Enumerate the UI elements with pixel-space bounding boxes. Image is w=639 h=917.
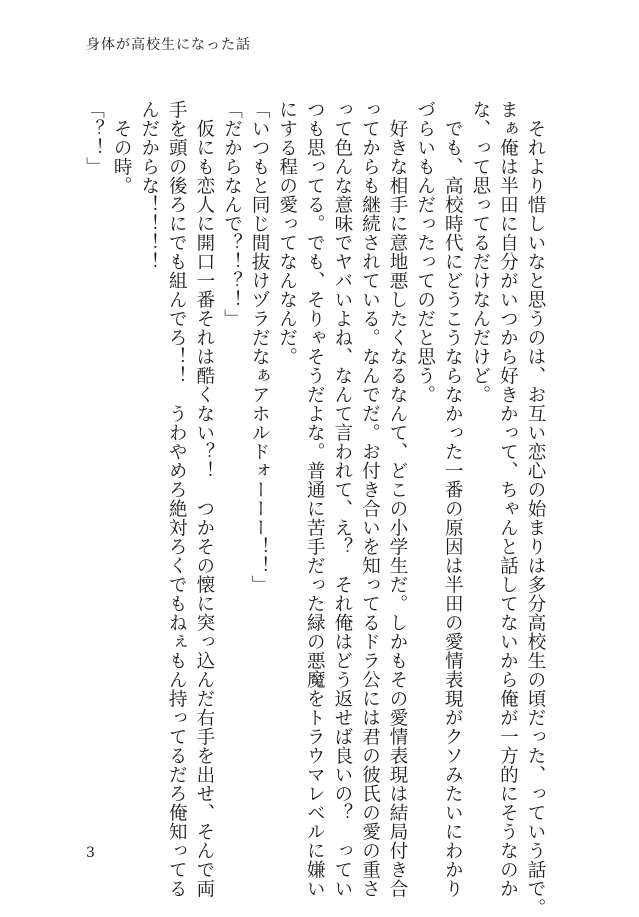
text-line: 「だからなんで？！？！」 <box>221 100 243 328</box>
text-line: んだからな！！！！ <box>138 100 160 271</box>
text-line: でも、高校時代にどうこうならなかった一番の原因は半田の愛情表現がクソみたいにわかり <box>442 100 464 898</box>
text-line: って色んな意味でヤバいよね、なんて言われて、え？ それ俺はどう返せば良いの？ ってい <box>331 100 353 898</box>
running-header-title: 身体が高校生になった話 <box>86 37 251 53</box>
text-line: な、って思ってるだけなんだけど。 <box>469 100 491 404</box>
text-line: 仮にも恋人に開口一番それは酷くない？！ つかその懐に突っ込んだ右手を出せ、そんで両 <box>193 100 215 898</box>
text-line: まぁ俺は半田に自分がいつから好きかって、ちゃんと話してないから俺が一方的にそうなのか <box>497 100 519 898</box>
text-line: その時。 <box>111 100 133 195</box>
vertical-text-body <box>80 100 549 917</box>
text-line: つも思ってる。でも、そりゃそうだよな。普通に苦手だった緑の悪魔をトラウマレベルに嫌い <box>304 100 326 898</box>
text-line: ってからも継続されている。なんでだ。お付き合いを知ってるドラ公には君の彼氏の愛の重さ <box>359 100 381 898</box>
page-number: 3 <box>86 845 95 861</box>
text-line: にする程の愛ってなんなんだ。 <box>276 100 298 366</box>
text-line: 手を頭の後ろにでも組んでろ！！ うわやめろ絶対ろくでもねぇもん持ってるだろ俺知ってる <box>166 100 188 898</box>
text-line: 「いつもと同じ間抜けヅラだなぁアホルドォーーー！！」 <box>249 100 271 594</box>
text-line: づらいもんだったってのだと思う。 <box>414 100 436 404</box>
text-line: それより惜しいなと思うのは、お互い恋心の始まりは多分高校生の頃だった、っていう話で。 <box>525 100 546 917</box>
text-line: 好きな相手に意地悪したくなるなんて、どこの小学生だ。しかもその愛情表現は結局付き合 <box>387 100 409 898</box>
text-line: 「？！」 <box>83 100 105 176</box>
